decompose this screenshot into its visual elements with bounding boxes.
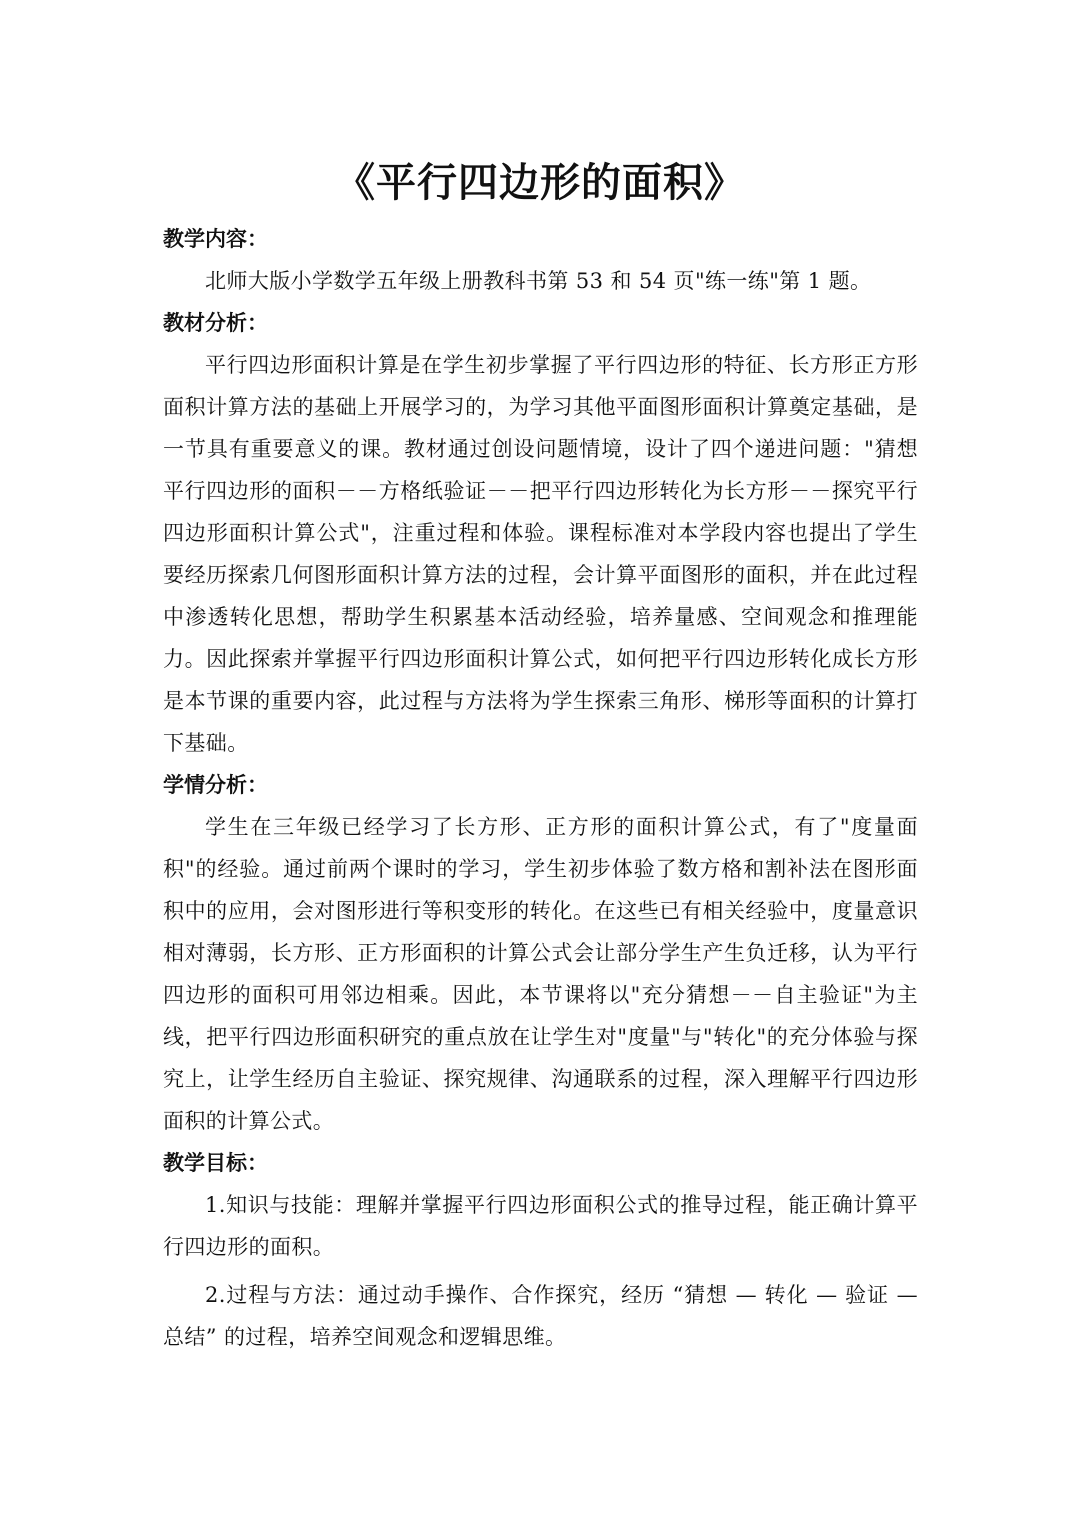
objective-item: 1.知识与技能：理解并掌握平行四边形面积公式的推导过程，能正确计算平行四边形的面积。 <box>163 1193 918 1259</box>
section-heading: 教材分析： <box>163 311 268 335</box>
section-teaching-content <box>163 218 918 302</box>
objective-item: 2.过程与方法：通过动手操作、合作探究，经历 “猜想 — 转化 — 验证 — 总结” 的过程，培养空间观念和逻辑思维。 <box>163 1283 918 1349</box>
section-paragraph: 学生在三年级已经学习了长方形、正方形的面积计算公式，有了"度量面积"的经验。通过前两个课时的学习，学生初步体验了数方格和割补法在图形面积中的应用，会对图形进行等积变形的转化。在这些已有相关经验中，度量意识相对薄弱，长方形、正方形面积的计算公式会让部分学生产生负迁移，认为平行四边形的面积可用邻边相乘。因此，本节课将以"充分猜想－－自主验证"为主线，把平行四边形面积研究的重点放在让学生对"度量"与"转化"的充分体验与探究上，让学生经历自主验证、探究规律、沟通联系的过程，深入理解平行四边形面积的计算公式。 <box>163 815 918 1133</box>
page-title: 《平行四边形的面积》 <box>335 160 745 206</box>
section-heading: 教学目标： <box>163 1151 268 1175</box>
section-paragraph: 北师大版小学数学五年级上册教科书第 53 和 54 页"练一练"第 1 题。 <box>205 269 872 293</box>
section-student-analysis <box>163 764 918 1142</box>
section-heading: 学情分析： <box>163 773 268 797</box>
section-heading: 教学内容： <box>163 227 268 251</box>
document-body <box>163 218 918 1364</box>
section-paragraph: 平行四边形面积计算是在学生初步掌握了平行四边形的特征、长方形正方形面积计算方法的基础上开展学习的，为学习其他平面图形面积计算奠定基础，是一节具有重要意义的课。教材通过创设问题情境，设计了四个递进问题："猜想平行四边形的面积－－方格纸验证－－把平行四边形转化为长方形－－探究平行四边形面积计算公式"，注重过程和体验。课程标准对本学段内容也提出了学生要经历探索几何图形面积计算方法的过程，会计算平面图形的面积，并在此过程中渗透转化思想，帮助学生积累基本活动经验，培养量感、空间观念和推理能力。因此探索并掌握平行四边形面积计算公式，如何把平行四边形转化成长方形是本节课的重要内容，此过程与方法将为学生探索三角形、梯形等面积的计算打下基础。 <box>163 353 918 755</box>
section-material-analysis <box>163 302 918 764</box>
section-teaching-objectives <box>163 1142 918 1358</box>
